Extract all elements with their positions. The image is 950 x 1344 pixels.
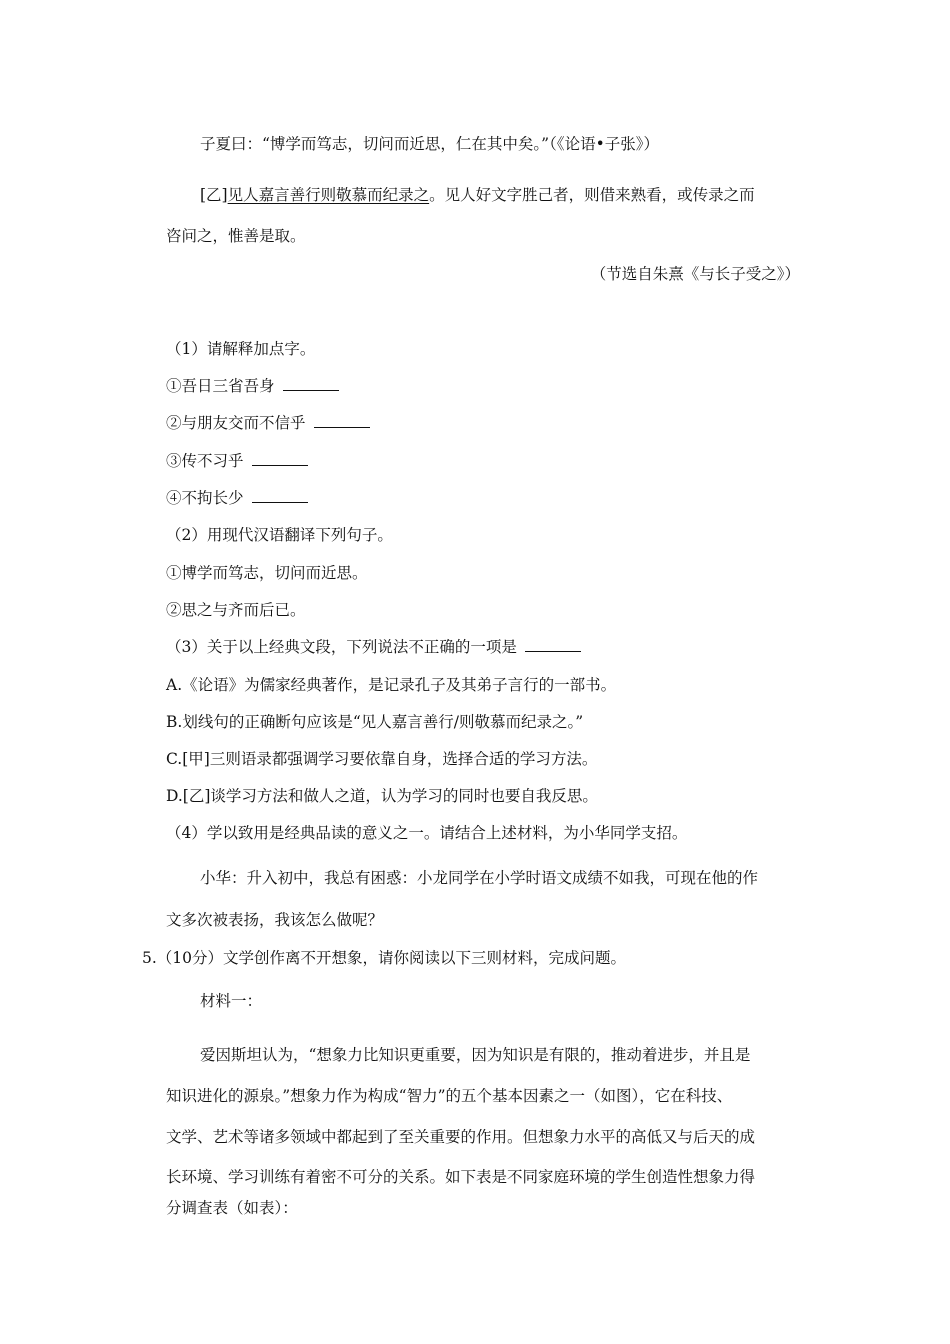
q1-item-3: ③传不习乎 [166, 449, 308, 471]
answer-blank[interactable] [314, 413, 370, 428]
answer-blank[interactable] [525, 637, 581, 652]
q5-line-2: 知识进化的源泉。”想象力作为构成“智力”的五个基本因素之一（如图），它在科技、 [166, 1087, 733, 1105]
q4-xiaohua-line2: 文多次被表扬，我该怎么做呢？ [166, 911, 384, 929]
q1-item-2: ②与朋友交而不信乎 [166, 411, 370, 433]
q2-prompt: （2）用现代汉语翻译下列句子。 [166, 526, 393, 544]
q2-item-1: ①博学而笃志，切问而近思。 [166, 564, 368, 582]
q3-option-d: D.[乙]谈学习方法和做人之道，认为学习的同时也要自我反思。 [166, 787, 598, 805]
q2-item-2: ②思之与齐而后已。 [166, 601, 306, 619]
q3-prompt: （3）关于以上经典文段，下列说法不正确的一项是 [166, 635, 581, 657]
q5-title: 5.（10分）文学创作离不开想象，请你阅读以下三则材料，完成问题。 [142, 949, 627, 967]
q3-option-b: B.划线句的正确断句应该是“见人嘉言善行/则敬慕而纪录之。” [166, 713, 584, 731]
q4-prompt: （4）学以致用是经典品读的意义之一。请结合上述材料，为小华同学支招。 [166, 824, 688, 842]
q5-line-5: 分调查表（如表）： [166, 1199, 298, 1217]
q1-item-1: ①吾日三省吾身 [166, 374, 339, 396]
q3-option-c: C.[甲]三则语录都强调学习要依靠自身，选择合适的学习方法。 [166, 750, 598, 768]
q5-line-3: 文学、艺术等诸多领域中都起到了至关重要的作用。但想象力水平的高低又与后天的成 [166, 1128, 756, 1146]
q5-line-4: 长环境、学习训练有着密不可分的关系。如下表是不同家庭环境的学生创造性想象力得 [166, 1168, 756, 1186]
passage-yi-prefix: [乙] [200, 186, 228, 204]
q4-xiaohua-line1: 小华：升入初中，我总有困惑：小龙同学在小学时语文成绩不如我，可现在他的作 [200, 869, 759, 887]
passage-source: （节选自朱熹《与长子受之》） [590, 265, 800, 283]
passage-yi-line1 [200, 183, 755, 205]
q1-item-4: ④不拘长少 [166, 486, 308, 508]
q1-prompt: （1）请解释加点字。 [166, 340, 316, 358]
q3-option-a: A.《论语》为儒家经典著作，是记录孔子及其弟子言行的一部书。 [166, 676, 617, 694]
answer-blank[interactable] [252, 451, 308, 466]
answer-blank[interactable] [252, 488, 308, 503]
q5-material1-label: 材料一： [200, 992, 263, 1010]
passage-yi-line2: 咨问之，惟善是取。 [166, 227, 306, 245]
passage-zixia-line: 子夏曰：“博学而笃志，切问而近思，仁在其中矣。”（《论语•子张》） [200, 135, 659, 153]
answer-blank[interactable] [283, 376, 339, 391]
passage-yi-underlined-sentence: 见人嘉言善行则敬慕而纪录之 [227, 186, 430, 204]
q5-line-1: 爱因斯坦认为，“想象力比知识更重要，因为知识是有限的，推动着进步，并且是 [200, 1046, 751, 1064]
passage-yi-rest: 。见人好文字胜己者，则借来熟看，或传录之而 [429, 186, 755, 204]
